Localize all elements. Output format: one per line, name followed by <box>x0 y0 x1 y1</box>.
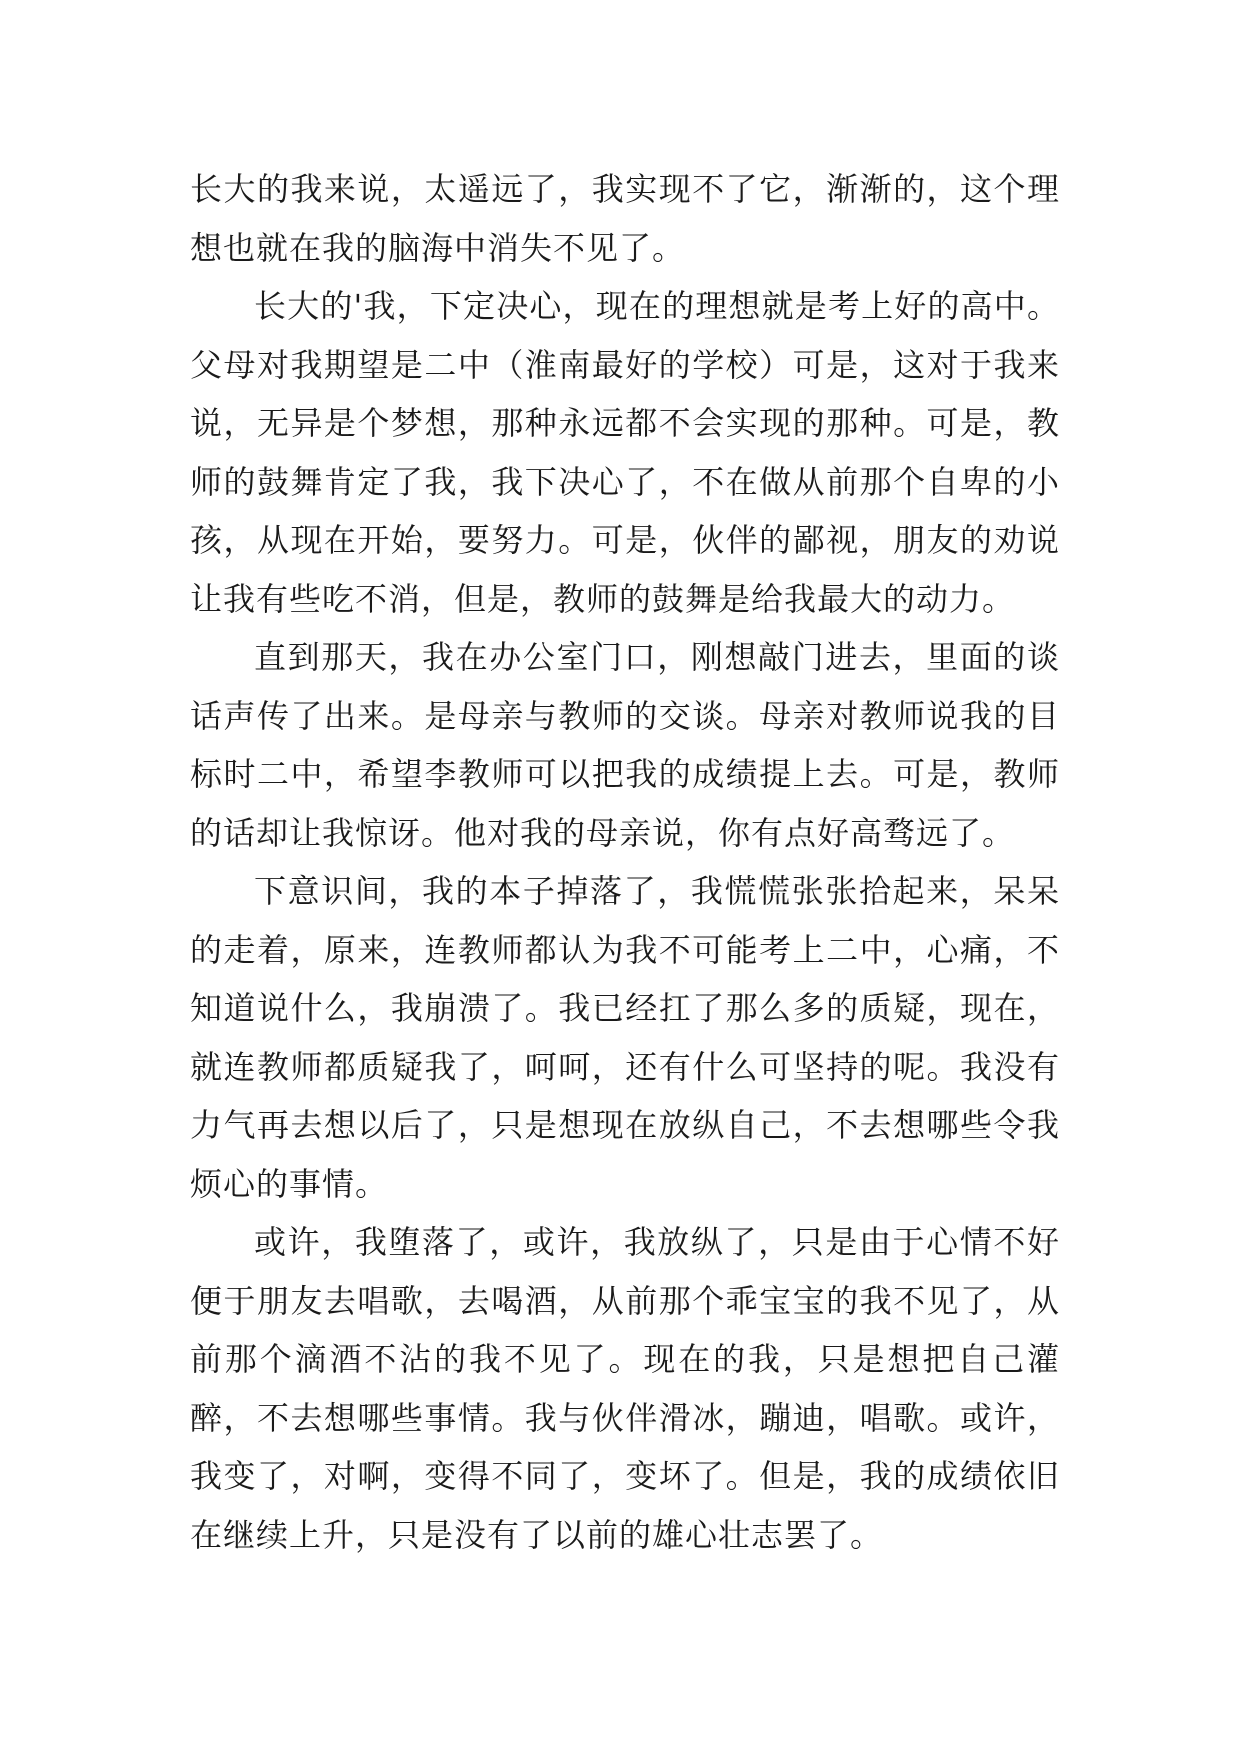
paragraph-5: 或许，我堕落了，或许，我放纵了，只是由于心情不好便于朋友去唱歌，去喝酒，从前那个乖宝宝的我不见了，从前那个滴酒不沾的我不见了。现在的我，只是想把自己灌醉，不去想哪些事情。我与伙伴滑冰，蹦迪，唱歌。或许，我变了，对啊，变得不同了，变坏了。但是，我的成绩依旧在继续上升，只是没有了以前的雄心壮志罢了。 <box>190 1223 1060 1554</box>
paragraph-3: 直到那天，我在办公室门口，刚想敲门进去，里面的谈话声传了出来。是母亲与教师的交谈。母亲对教师说我的目标时二中，希望李教师可以把我的成绩提上去。可是，教师的话却让我惊讶。他对我的母亲说，你有点好高骛远了。 <box>190 638 1060 852</box>
paragraph-4: 下意识间，我的本子掉落了，我慌慌张张拾起来，呆呆的走着，原来，连教师都认为我不可能考上二中，心痛，不知道说什么，我崩溃了。我已经扛了那么多的质疑，现在，就连教师都质疑我了，呵呵，还有什么可坚持的呢。我没有力气再去想以后了，只是想现在放纵自己，不去想哪些令我烦心的事情。 <box>190 872 1060 1203</box>
essay-body <box>190 160 1060 1564</box>
paragraph-1: 长大的我来说，太遥远了，我实现不了它，渐渐的，这个理想也就在我的脑海中消失不见了。 <box>190 170 1060 267</box>
paragraph-2: 长大的'我，下定决心，现在的理想就是考上好的高中。父母对我期望是二中（淮南最好的学校）可是，这对于我来说，无异是个梦想，那种永远都不会实现的那种。可是，教师的鼓舞肯定了我，我下决心了，不在做从前那个自卑的小孩，从现在开始，要努力。可是，伙伴的鄙视，朋友的劝说让我有些吃不消，但是，教师的鼓舞是给我最大的动力。 <box>190 287 1060 618</box>
